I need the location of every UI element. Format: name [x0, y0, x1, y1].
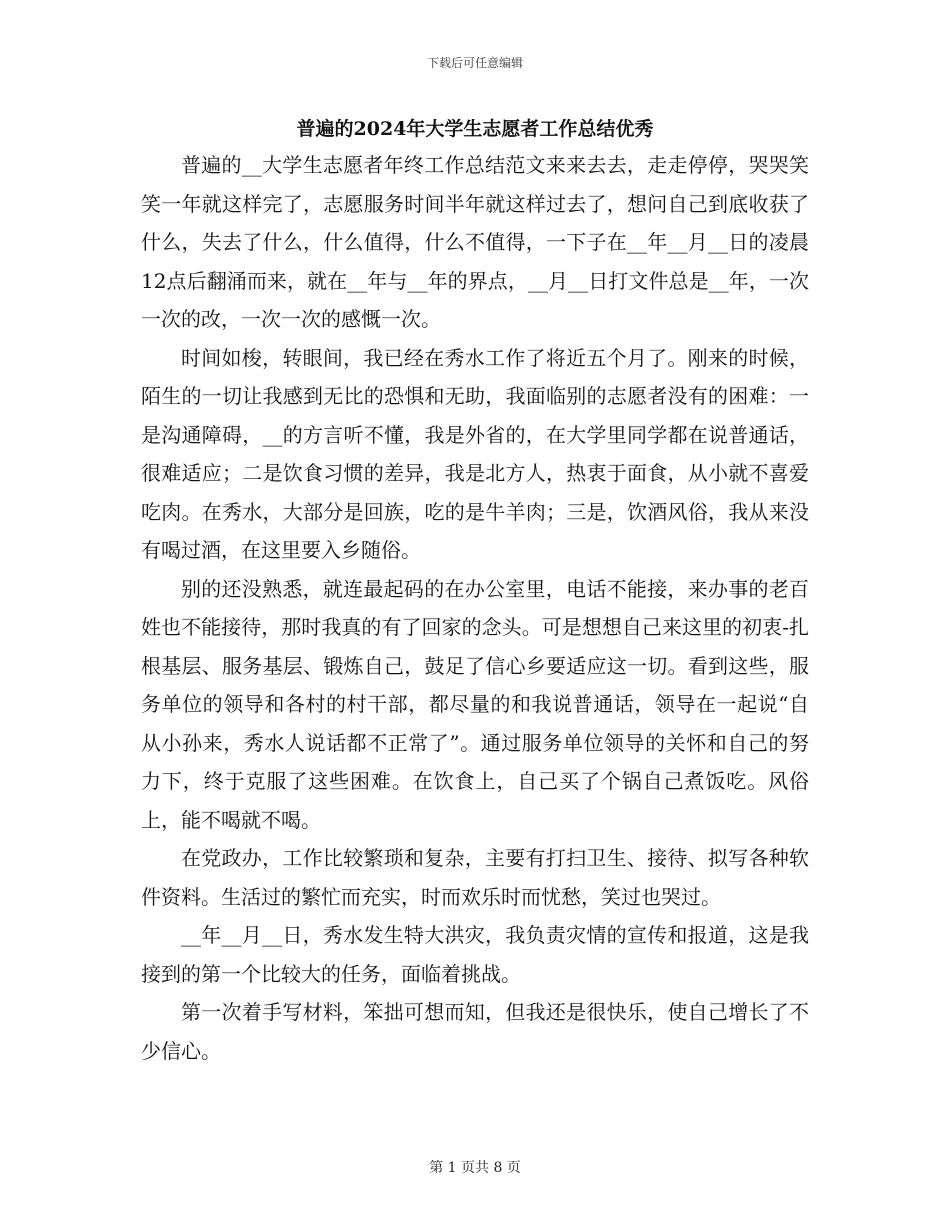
paragraph-5: __年__月__日，秀水发生特大洪灾，我负责灾情的宣传和报道，这是我接到的第一个比较大的任务，面临着挑战。	[141, 923, 809, 986]
paragraph-3: 别的还没熟悉，就连最起码的在办公室里，电话不能接，来办事的老百姓也不能接待，那时我真的有了回家的念头。可是想想自己来这里的初衷-扎根基层、服务基层、锻炼自己，鼓足了信心乡要适应这一切。看到这些，服务单位的领导和各村的村干部，都尽量的和我说普通话，领导在一起说“自从小孙来，秀水人说话都不正常了”。通过服务单位领导的关怀和自己的努力下，终于克服了这些困难。在饮食上，自己买了个锅自己煮饭吃。风俗上，能不喝就不喝。	[141, 576, 809, 832]
paragraph-1: 普遍的__大学生志愿者年终工作总结范文来来去去，走走停停，哭哭笑笑一年就这样完了，志愿服务时间半年就这样过去了，想问自己到底收获了什么，失去了什么，什么值得，什么不值得，一下子在__年__月__日的凌晨12点后翻涌而来，就在__年与__年的界点，__月__日打文件总是__年，一次一次的改，一次一次的感慨一次。	[141, 153, 809, 331]
header-note: 下载后可任意编辑	[426, 56, 523, 70]
document-title: 普遍的2024年大学生志愿者工作总结优秀	[296, 118, 654, 140]
page-number-footer: 第 1 页共 8 页	[429, 1160, 521, 1176]
paragraph-6: 第一次着手写材料，笨拙可想而知，但我还是很快乐，使自己增长了不少信心。	[141, 1000, 809, 1063]
document-body	[141, 146, 809, 1070]
paragraph-2: 时间如梭，转眼间，我已经在秀水工作了将近五个月了。刚来的时候，陌生的一切让我感到无比的恐惧和无助，我面临别的志愿者没有的困难：一是沟通障碍，__的方言听不懂，我是外省的，在大学里同学都在说普通话，很难适应；二是饮食习惯的差异，我是北方人，热衷于面食，从小就不喜爱吃肉。在秀水，大部分是回族，吃的是牛羊肉；三是，饮酒风俗，我从来没有喝过酒，在这里要入乡随俗。	[141, 345, 809, 562]
paragraph-4: 在党政办，工作比较繁琐和复杂，主要有打扫卫生、接待、拟写各种软件资料。生活过的繁忙而充实，时而欢乐时而忧愁，笑过也哭过。	[141, 846, 809, 909]
